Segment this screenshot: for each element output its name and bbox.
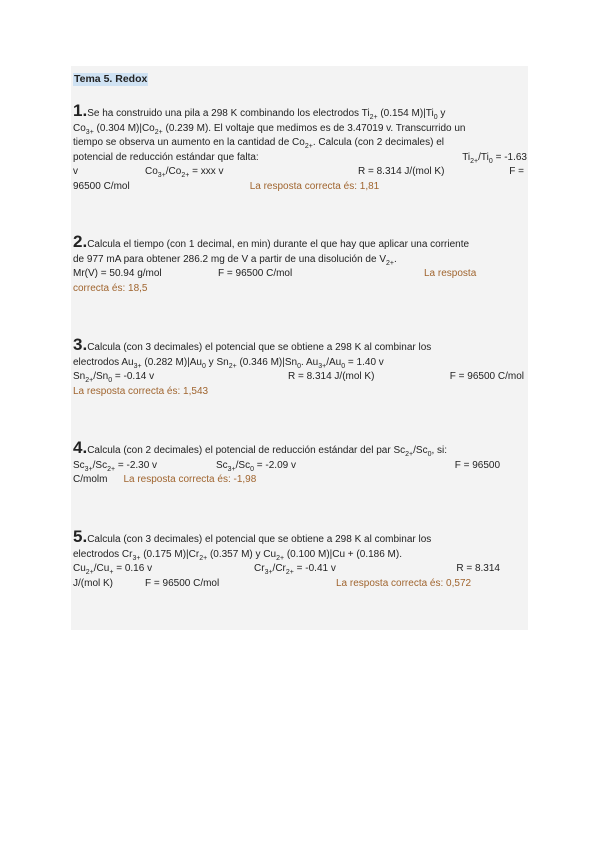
answer-text: La resposta bbox=[424, 268, 477, 279]
question-3: 3.Calcula (con 3 decimales) el potencial que se obtiene a 298 K al combinar los electrodos $Au_{3+}$ (0.282 $M)|Au_0$ y $Sn_{2+}$ (0.346 $M)|Sn_0$. $Au_{3+}/Au_0 = 1.40$ v $Sn_{2+}/Sn_0 = -0.14$ v R = 8.314 J/(mol K) F = 96500 C/mol La resposta correcta és: 1,543 bbox=[73, 338, 527, 399]
question-number: 1. bbox=[73, 101, 88, 120]
question-5: 5.Calcula (con 3 decimales) el potencial que se obtiene a 298 K al combinar los electrodos $Cr_{3+}$ (0.175 $M)|Cr_{2+}$ (0.357 M) y $Cu_{2+}$ (0.100 M)|Cu + (0.186 M). $Cu_{2+}/Cu_+ = 0.16$ v $Cr_{3+}/Cr_{2+} = -0.41$ v R = 8.314 J/(mol K) F = 96500 C/mol La resposta correcta és: 0,572 bbox=[73, 530, 527, 591]
answer-text-cont: correcta és: 18,5 bbox=[73, 282, 148, 294]
question-number: 2. bbox=[73, 232, 88, 251]
answer-text: La resposta correcta és: 1,543 bbox=[73, 385, 209, 397]
answer-text: La resposta correcta és: 0,572 bbox=[336, 577, 472, 589]
question-2: 2.Calcula el tiempo (con 1 decimal, en min) durante el que hay que aplicar una corriente de 977 mA para obtener 286.2 mg de V a partir de una disolución de $V_{2+}$. Mr(V) = 50.94 g/mol F = 96500 C/mol La resposta correcta és: 18,5 bbox=[73, 235, 527, 296]
answer-text: La resposta correcta és: -1,98 bbox=[123, 474, 257, 485]
question-number: 5. bbox=[73, 527, 88, 546]
answer-text: La resposta correcta és: 1,81 bbox=[249, 180, 380, 192]
question-number: 4. bbox=[73, 438, 88, 457]
question-number: 3. bbox=[73, 335, 88, 354]
question-4: 4.Calcula (con 2 decimales) el potencial de reducción estándar del par $Sc_{2+}/Sc_0$, si: $Sc_{3+}/Sc_{2+} = -2.30$ v $Sc_{3+}/Sc_0 = -2.09$ v F = 96500 C/molm La resposta correcta és: -1,98 bbox=[73, 438, 500, 485]
question-1: 1.Se ha construido una pila a 298 K combinando los electrodos $Ti_{2+}$ (0.154 $M)|Ti_0$ y $Co_{3+}$ (0.304 $M)|Co_{2+}$ (0.239 M). El voltaje que medimos es de 3.47019 v. Transcurrido un tiempo se observa un aumento en la cantidad de $Co_{2+}$. Calcula (con 2 decimales) el potencial de reducción estándar que falta: $Ti_{2+}/Ti_0 = -1.63$ v $Co_{3+}/Co_{2+}$ = xxx v R = 8.314 J/(mol K) F = 96500 C/mol La resposta correcta és: 1,81 bbox=[73, 101, 527, 192]
page-title: Tema 5. Redox bbox=[74, 73, 148, 85]
